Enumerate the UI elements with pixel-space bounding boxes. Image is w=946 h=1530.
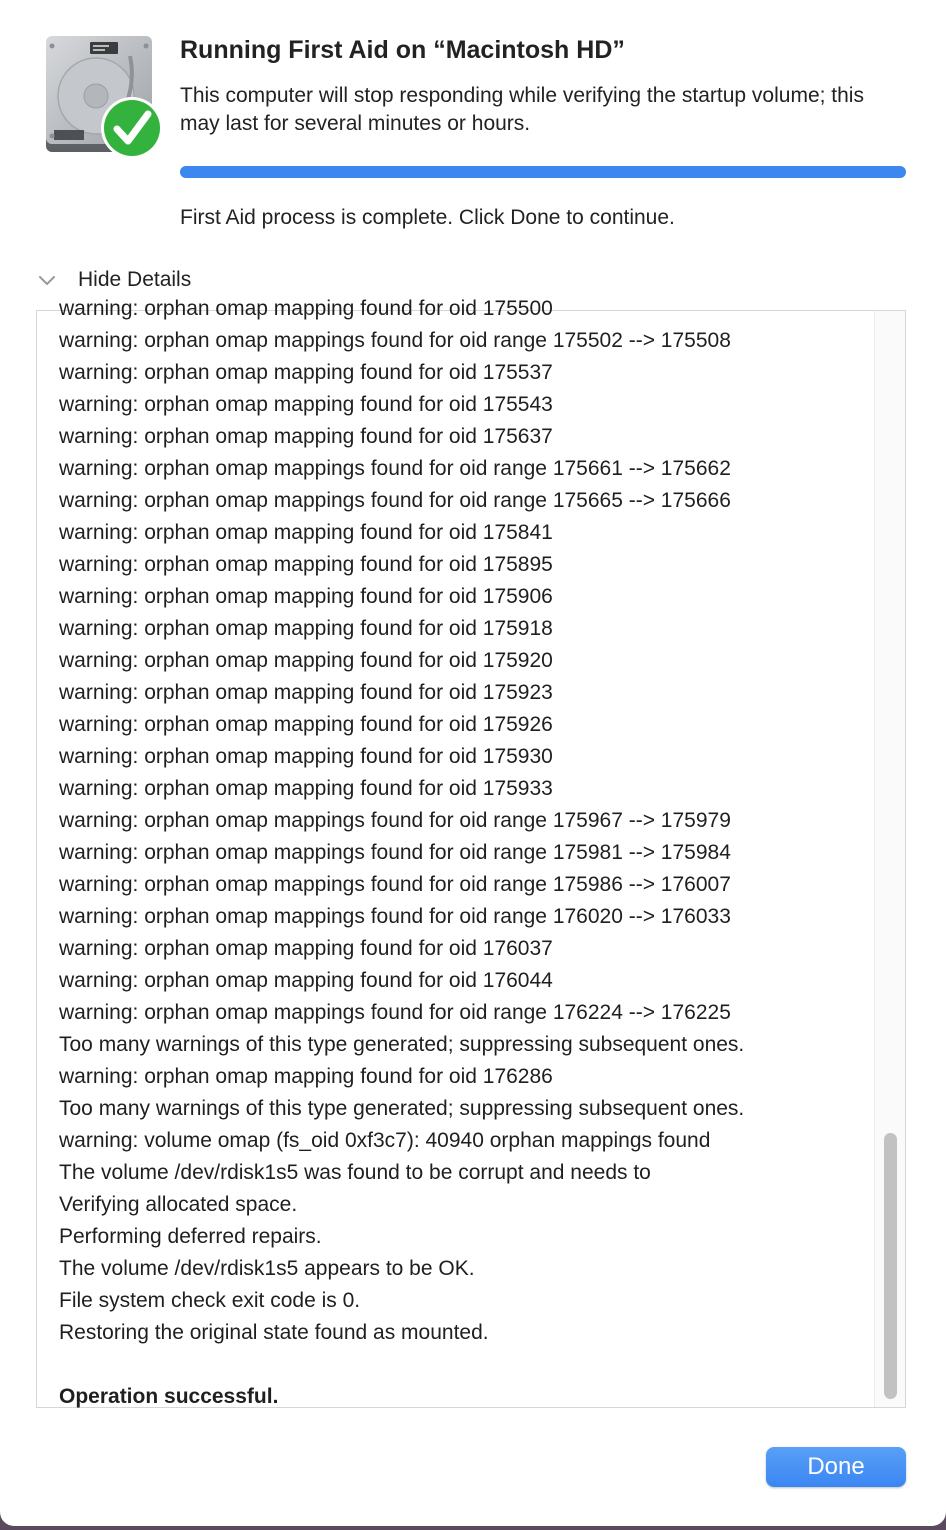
log-line: warning: orphan omap mapping found for oid 176037: [59, 937, 553, 960]
log-scrollbar-thumb[interactable]: [884, 1133, 897, 1399]
progress-fill: [180, 166, 906, 178]
log-line: File system check exit code is 0.: [59, 1289, 361, 1312]
log-line: warning: orphan omap mapping found for oid 175537: [59, 361, 553, 384]
log-line: warning: orphan omap mappings found for oid range 175986 --> 176007: [59, 873, 731, 896]
details-log[interactable]: [36, 297, 906, 1408]
details-toggle-label: Hide Details: [78, 268, 192, 291]
status-message: First Aid process is complete. Click Done to continue.: [180, 206, 675, 229]
log-line: warning: orphan omap mapping found for oid 175895: [59, 553, 553, 576]
log-line: warning: orphan omap mappings found for oid range 175502 --> 175508: [59, 329, 731, 352]
log-line: warning: orphan omap mapping found for oid 175933: [59, 777, 553, 800]
log-line: warning: orphan omap mapping found for oid 175906: [59, 585, 553, 608]
log-line: Restoring the original state found as mounted.: [59, 1321, 489, 1344]
log-line: warning: orphan omap mappings found for oid range 175665 --> 175666: [59, 489, 731, 512]
log-line: warning: orphan omap mappings found for oid range 175661 --> 175662: [59, 457, 731, 480]
log-line: warning: orphan omap mapping found for oid 175923: [59, 681, 553, 704]
log-line: warning: orphan omap mapping found for oid 175500: [59, 297, 553, 320]
log-line: Operation successful.: [59, 1385, 279, 1408]
progress-bar: [180, 166, 906, 178]
done-button[interactable]: Done: [766, 1447, 906, 1487]
log-line: warning: orphan omap mapping found for oid 176044: [59, 969, 553, 992]
log-line: The volume /dev/rdisk1s5 was found to be corrupt and needs to: [59, 1161, 651, 1184]
log-line: [59, 1349, 874, 1381]
log-line: warning: orphan omap mappings found for oid range 175967 --> 175979: [59, 809, 731, 832]
log-lines: [59, 293, 874, 1413]
log-line: warning: orphan omap mapping found for oid 175926: [59, 713, 553, 736]
log-line: The volume /dev/rdisk1s5 appears to be OK.: [59, 1257, 475, 1280]
chevron-down-icon: [36, 269, 58, 291]
log-line: warning: orphan omap mapping found for oid 175543: [59, 393, 553, 416]
log-line: warning: orphan omap mapping found for oid 175841: [59, 521, 553, 544]
log-line: warning: volume omap (fs_oid 0xf3c7): 40940 orphan mappings found: [59, 1129, 711, 1152]
log-line: warning: orphan omap mappings found for oid range 176020 --> 176033: [59, 905, 731, 928]
log-line: warning: orphan omap mapping found for oid 175930: [59, 745, 553, 768]
log-line: warning: orphan omap mapping found for oid 175920: [59, 649, 553, 672]
dialog-title: Running First Aid on “Macintosh HD”: [180, 36, 625, 64]
log-line: warning: orphan omap mapping found for oid 175637: [59, 425, 553, 448]
log-line: Too many warnings of this type generated; suppressing subsequent ones.: [59, 1033, 745, 1056]
log-line: warning: orphan omap mappings found for oid range 176224 --> 176225: [59, 1001, 731, 1024]
hide-details-toggle[interactable]: [36, 264, 191, 296]
log-line: warning: orphan omap mapping found for oid 176286: [59, 1065, 553, 1088]
log-line: warning: orphan omap mappings found for oid range 175981 --> 175984: [59, 841, 731, 864]
checkmark-badge-icon: [101, 97, 163, 159]
hard-disk-icon: [38, 34, 168, 164]
log-line: Too many warnings of this type generated; suppressing subsequent ones.: [59, 1097, 745, 1120]
dialog-subtitle: This computer will stop responding while verifying the startup volume; this may last for several minutes or hours.: [180, 84, 864, 135]
log-line: warning: orphan omap mapping found for oid 175918: [59, 617, 553, 640]
log-scrollbar[interactable]: [874, 311, 905, 1407]
log-line: Performing deferred repairs.: [59, 1225, 322, 1248]
log-line: Verifying allocated space.: [59, 1193, 298, 1216]
